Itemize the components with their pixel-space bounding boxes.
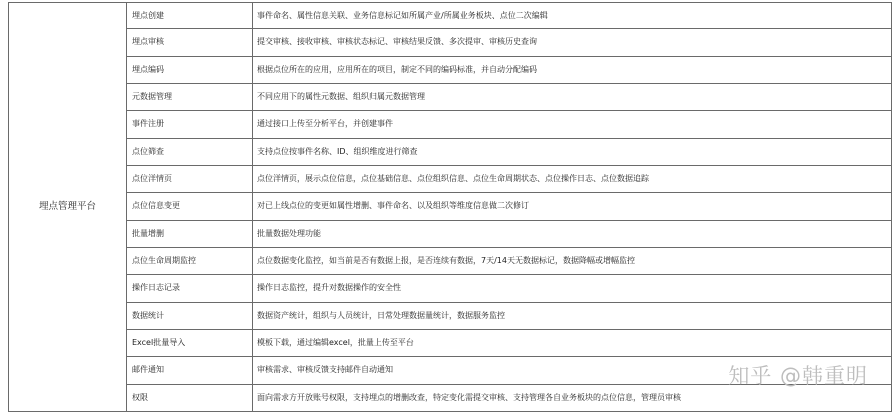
watermark: 知乎 @韩重明: [728, 364, 868, 388]
feature-cell: 埋点审核: [127, 29, 253, 56]
feature-cell: 埋点编码: [127, 57, 253, 84]
description-cell: 模板下载，通过编辑excel，批量上传至平台: [253, 330, 892, 357]
feature-cell: 批量增删: [127, 221, 253, 248]
feature-table: [8, 2, 892, 412]
feature-cell: 点位生命周期监控: [127, 248, 253, 275]
description-cell: 数据资产统计，组织与人员统计，日常处理数据量统计，数据服务监控: [253, 303, 892, 330]
feature-cell: 点位信息变更: [127, 193, 253, 220]
feature-cell: 操作日志记录: [127, 275, 253, 302]
feature-cell: Excel批量导入: [127, 330, 253, 357]
feature-cell: 埋点创建: [127, 2, 253, 29]
description-cell: 对已上线点位的变更如属性增删、事件命名、以及组织等维度信息做二次修订: [253, 193, 892, 220]
description-cell: 不同应用下的属性元数据、组织归属元数据管理: [253, 84, 892, 111]
description-cell: 根据点位所在的应用，应用所在的项目，制定不同的编码标准，并自动分配编码: [253, 57, 892, 84]
description-cell: 面向需求方开放账号权限，支持埋点的增删改查，特定变化需提交审核、支持管理各自业务板块的点位信息，管理员审核: [253, 385, 892, 412]
feature-cell: 事件注册: [127, 111, 253, 138]
feature-cell: 权限: [127, 385, 253, 412]
description-cell: 点位洋情页，展示点位信息，点位基础信息、点位组织信息、点位生命周期状态、点位操作日志、点位数据追踪: [253, 166, 892, 193]
platform-label: 埋点管理平台: [8, 2, 127, 412]
description-cell: 支持点位按事件名称、ID、组织维度进行筛查: [253, 139, 892, 166]
description-cell: 通过接口上传至分析平台，并创建事件: [253, 111, 892, 138]
description-cell: 审核需求、审核反馈支持邮件自动通知: [253, 357, 892, 384]
feature-cell: 元数据管理: [127, 84, 253, 111]
description-cell: 提交审核、接收审核、审核状态标记、审核结果反馈、多次提审、审核历史查询: [253, 29, 892, 56]
feature-cell: 点位筛查: [127, 139, 253, 166]
feature-cell: 邮件通知: [127, 357, 253, 384]
description-cell: 点位数据变化监控，如当前是否有数据上报，是否连续有数据，7天/14天无数据标记，数据降幅或增幅监控: [253, 248, 892, 275]
description-cell: 批量数据处理功能: [253, 221, 892, 248]
feature-cell: 数据统计: [127, 303, 253, 330]
description-cell: 操作日志监控，提升对数据操作的安全性: [253, 275, 892, 302]
description-cell: 事件命名、属性信息关联、业务信息标记如所属产业/所属业务板块、点位二次编辑: [253, 2, 892, 29]
feature-cell: 点位洋情页: [127, 166, 253, 193]
